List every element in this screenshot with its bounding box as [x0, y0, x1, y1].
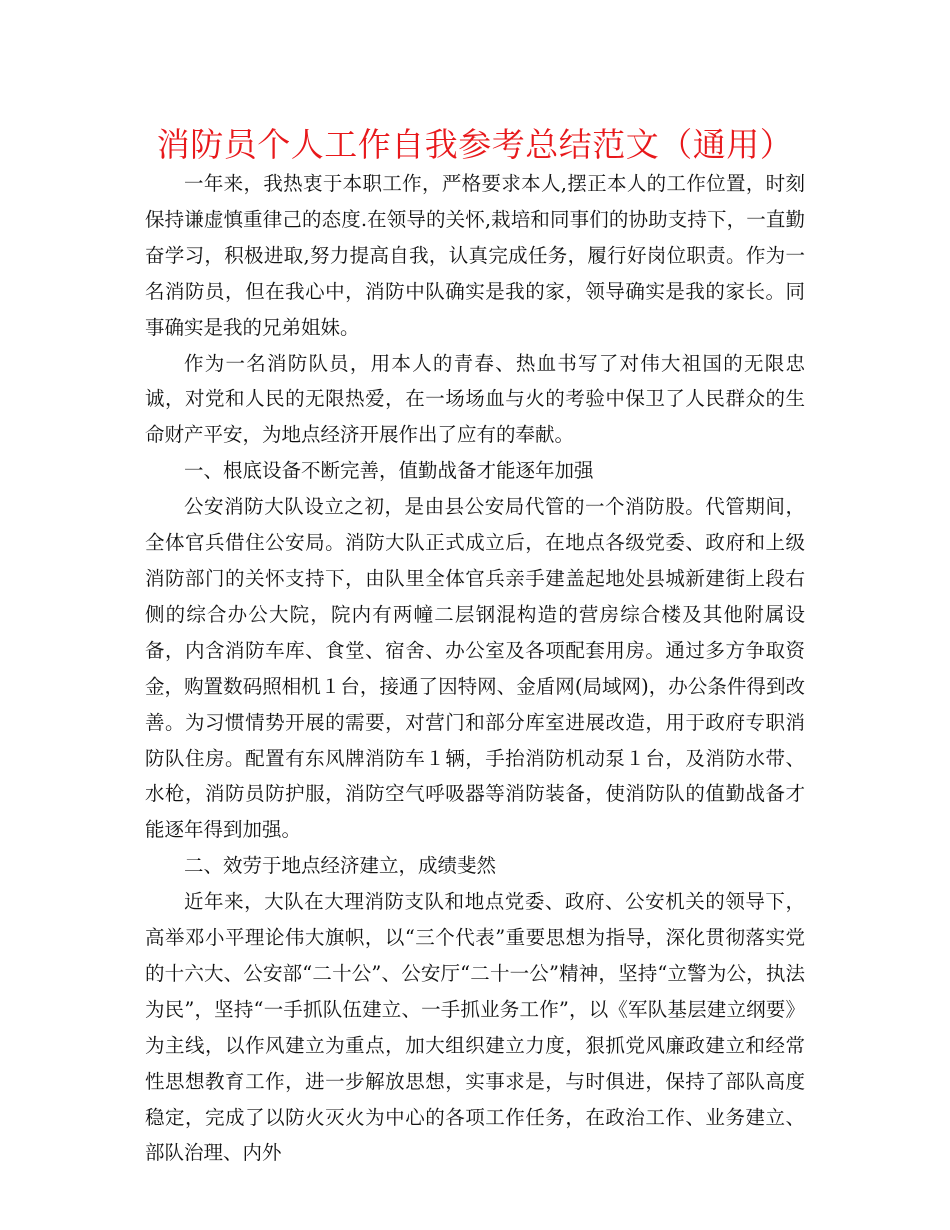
section-heading-2: 二、效劳于地点经济建立，成绩斐然: [184, 854, 497, 878]
paragraph-dedication: 作为一名消防队员，用本人的青春、热血书写了对伟大祖国的无限忠诚，对党和人民的无限热爱，在一场场血与火的考验中保卫了人民群众的生命财产平安，为地点经济开展作出了应有的奉献。: [145, 351, 805, 447]
paragraph-facilities: 公安消防大队设立之初，是由县公安局代管的一个消防股。代管期间，全体官兵借住公安局。消防大队正式成立后，在地点各级党委、政府和上级消防部门的关怀支持下，由队里全体官兵亲手建盖起地处县城新建街上段右侧的综合办公大院，院内有两幢二层钢混构造的营房综合楼及其他附属设备，内含消防车库、食堂、宿舍、办公室及各项配套用房。通过多方争取资金，购置数码照相机１台，接通了因特网、金盾网(局域网)，办公条件得到改善。为习惯情势开展的需要，对营门和部分库室进展改造，用于政府专职消防队住房。配置有东风牌消防车１辆，手抬消防机动泵１台，及消防水带、水枪，消防员防护服，消防空气呼吸器等消防装备，使消防队的值勤战备才能逐年得到加强。: [145, 495, 805, 842]
section-heading-1: 一、根底设备不断完善，值勤战备才能逐年加强: [184, 459, 594, 483]
document-title: 消防员个人工作自我参考总结范文（通用）: [156, 125, 794, 164]
paragraph-intro: 一年来，我热衷于本职工作，严格要求本人,摆正本人的工作位置，时刻保持谦虚慎重律己的态度.在领导的关怀,栽培和同事们的协助支持下，一直勤奋学习，积极进取,努力提高自我，认真完成任务，履行好岗位职责。作为一名消防员，但在我心中，消防中队确实是我的家，领导确实是我的家长。同事确实是我的兄弟姐妹。: [145, 172, 805, 339]
document-body: [145, 166, 805, 1171]
paragraph-achievements: 近年来，大队在大理消防支队和地点党委、政府、公安机关的领导下，高举邓小平理论伟大旗帜，以“三个代表”重要思想为指导，深化贯彻落实党的十六大、公安部“二十公”、公安厅“二十一公”精神，坚持“立警为公，执法为民”，坚持“一手抓队伍建立、一手抓业务工作”，以《军队基层建立纲要》为主线，以作风建立为重点，加大组织建立力度，狠抓党风廉政建立和经常性思想教育工作，进一步解放思想，实事求是，与时俱进，保持了部队高度稳定，完成了以防火灭火为中心的各项工作任务，在政治工作、业务建立、部队治理、内外: [145, 890, 805, 1165]
